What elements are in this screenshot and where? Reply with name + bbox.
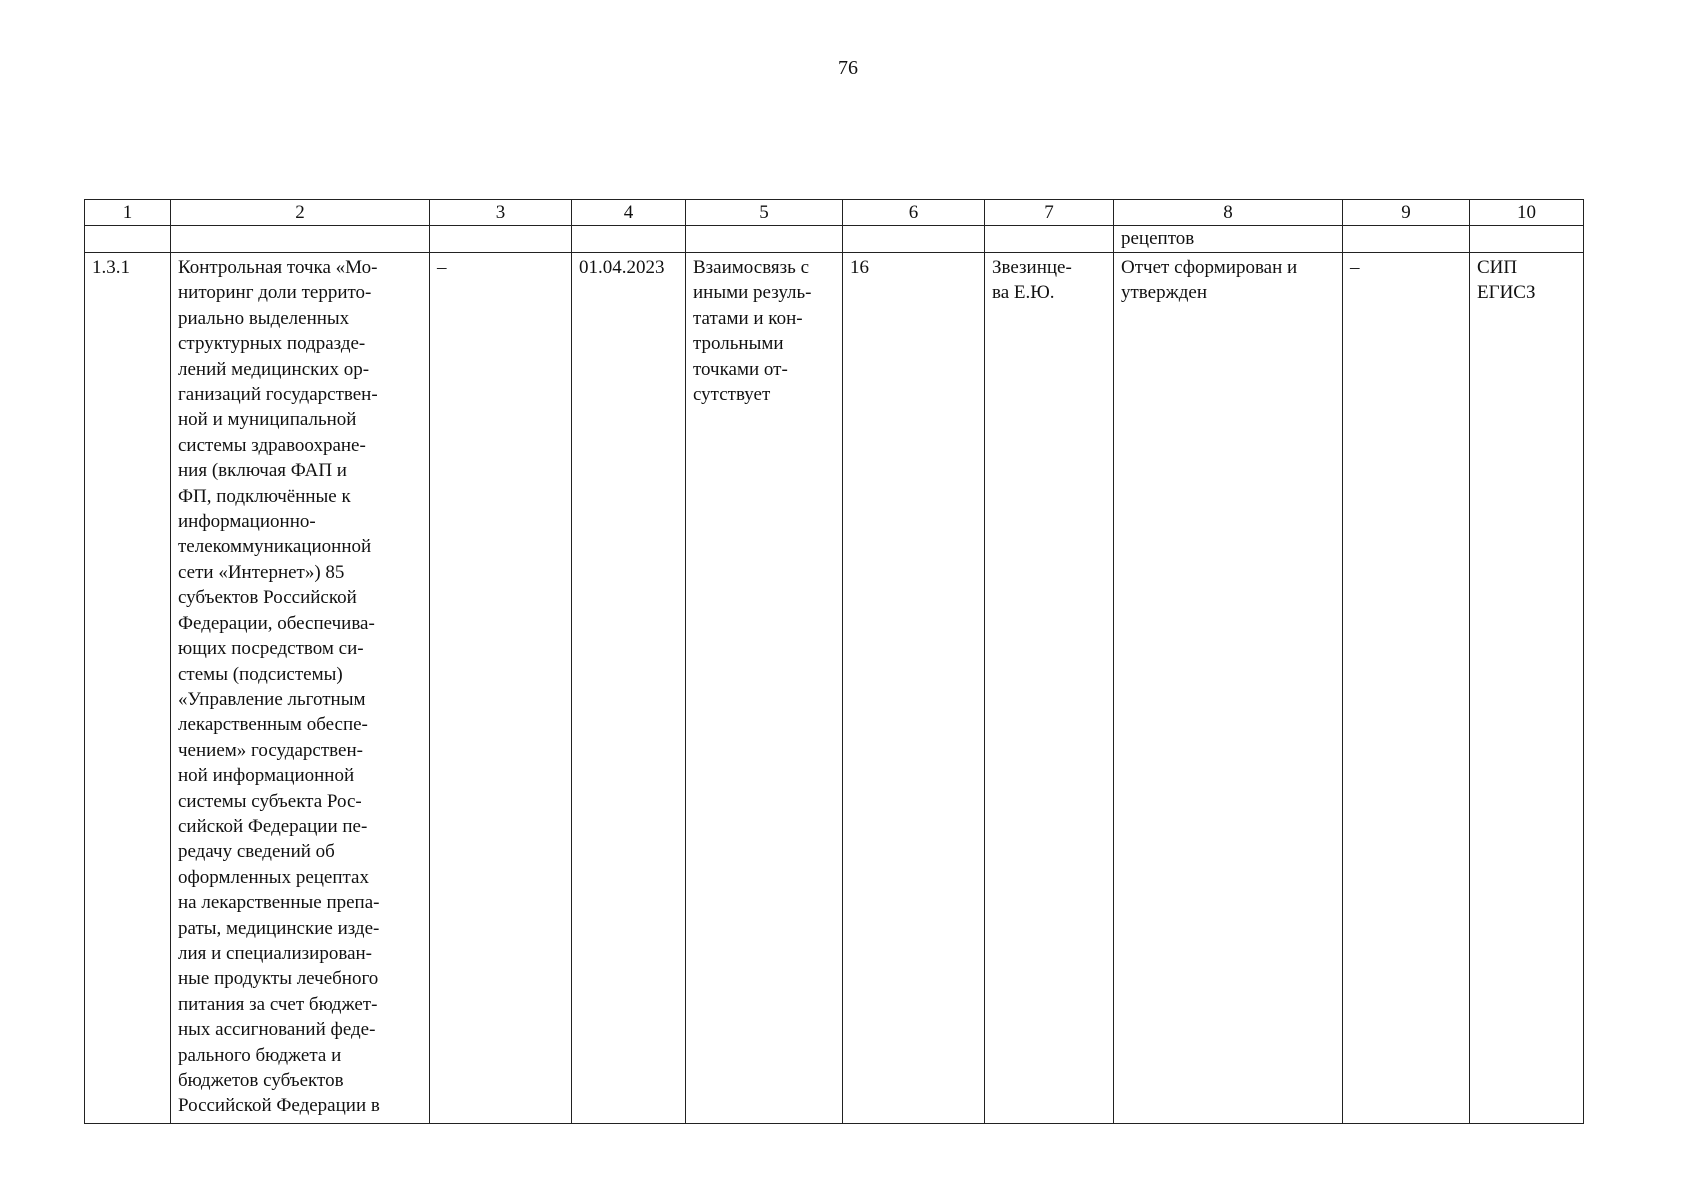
column-header: 1: [85, 200, 171, 226]
column-header: 8: [1114, 200, 1343, 226]
page-number: 76: [838, 57, 858, 79]
table-cell: [686, 226, 843, 253]
column-header: 7: [985, 200, 1114, 226]
column-header: 3: [430, 200, 572, 226]
dash-cell: –: [1343, 253, 1470, 1124]
row-number-cell: 1.3.1: [85, 253, 171, 1124]
dash-cell: –: [430, 253, 572, 1124]
continuation-cell: рецептов: [1114, 226, 1343, 253]
table-cell: [85, 226, 171, 253]
column-header: 10: [1470, 200, 1584, 226]
table-cell: [1470, 226, 1584, 253]
result-cell: Отчет сформирован и утвержден: [1114, 253, 1343, 1124]
relation-cell: Взаимосвязь с иными резуль- татами и кон- трольными точками от- сутствует: [686, 253, 843, 1124]
column-header: 4: [572, 200, 686, 226]
continuation-row: [85, 226, 1584, 253]
value-cell: 16: [843, 253, 985, 1124]
control-points-table: [84, 199, 1584, 1124]
table-cell: [843, 226, 985, 253]
table-cell: [985, 226, 1114, 253]
table-cell: [171, 226, 430, 253]
description-cell: Контрольная точка «Мо- ниторинг доли террито- риально выделенных структурных подразде- лений медицинских ор- ганизаций государствен- ной и муниципальной системы здравоохране- ния (включая ФАП и ФП, подключённые к информационно- телекоммуникационной сети «Интернет») 85 субъектов Российской Федерации, обеспечива- ющих посредством си- стемы (подсистемы) «Управление льготным лекарственным обеспе- чением» государствен- ной информационной системы субъекта Рос- сийской Федерации пе- редачу сведений об оформленных рецептах на лекарственные препа- раты, медицинские изде- лия и специализирован- ные продукты лечебного питания за счет бюджет- ных ассигнований феде- рального бюджета и бюджетов субъектов Российской Федерации в: [171, 253, 430, 1124]
table-cell: [572, 226, 686, 253]
date-cell: 01.04.2023: [572, 253, 686, 1124]
table-cell: [1343, 226, 1470, 253]
table-cell: [430, 226, 572, 253]
table-row: [85, 253, 1584, 1124]
responsible-cell: Звезинце- ва Е.Ю.: [985, 253, 1114, 1124]
column-header: 6: [843, 200, 985, 226]
table-header-row: [85, 200, 1584, 226]
column-header: 2: [171, 200, 430, 226]
column-header: 9: [1343, 200, 1470, 226]
column-header: 5: [686, 200, 843, 226]
system-cell: СИП ЕГИСЗ: [1470, 253, 1584, 1124]
